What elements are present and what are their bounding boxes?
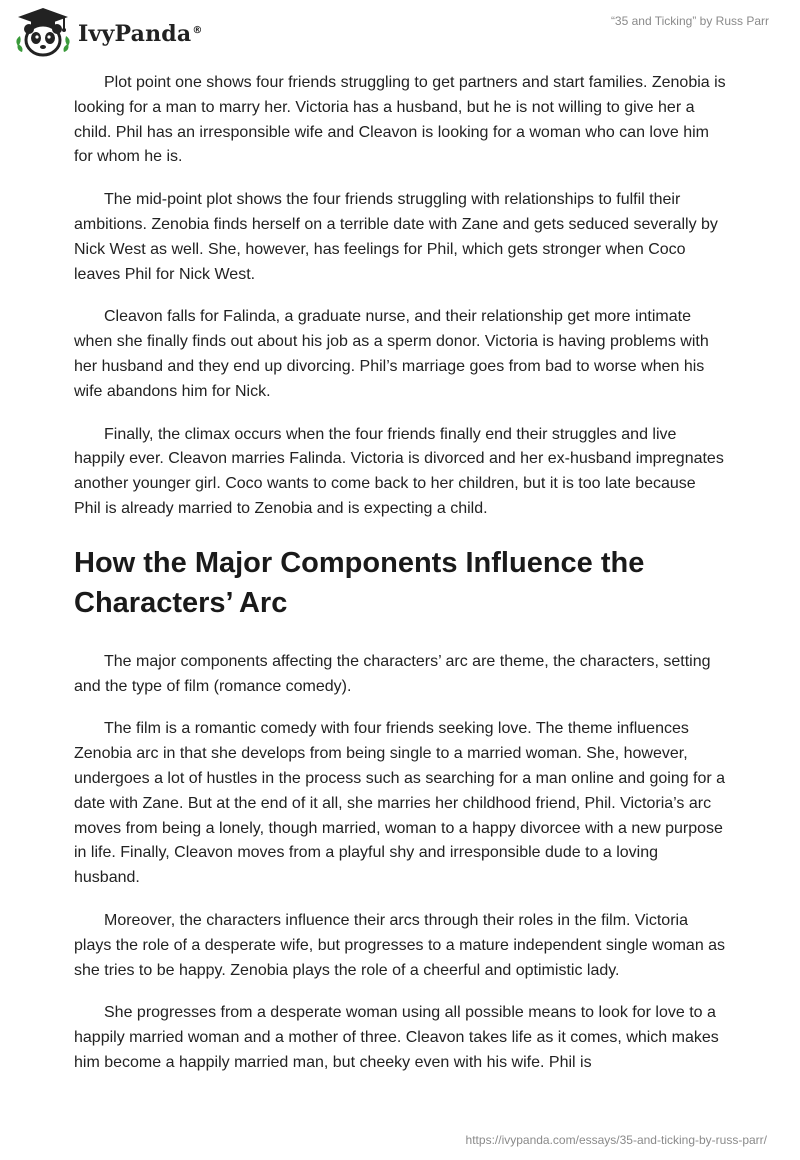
document-title: “35 and Ticking” by Russ Parr [610,14,769,28]
paragraph: The major components affecting the characters’ arc are theme, the characters, setting and the type of film (romance comedy). [74,652,711,695]
section-heading: How the Major Components Influence the Characters’ Arc [74,546,645,619]
registered-mark: ® [192,24,203,36]
paragraph: Cleavon falls for Falinda, a graduate nurse, and their relationship get more intimate when she finally finds out about his job as a sperm donor. Victoria is having problems with her husband and they end up divorcing. Phil’s marriage goes from bad to worse when his wife abandons him for Nick. [74,308,709,400]
paragraph: The film is a romantic comedy with four friends seeking love. The theme influences Zenobia arc in that she develops from being single to a married woman. She, however, undergoes a lot of hustles in the process such as searching for a man online and going for a date with Zane. But at the end of it all, she marries her childhood friend, Phil. Victoria’s arc moves from being a lonely, though married, woman to a happy divorcee with a new purpose in life. Finally, Cleavon moves from a playful shy and irresponsible dude to a loving husband. [74,720,726,887]
paragraph: Plot point one shows four friends struggling to get partners and start families. Zenobia is looking for a man to marry her. Victoria has a husband, but he is not willing to give her a child. Phil has an irresponsible wife and Cleavon is looking for a woman who can love him for whom he is. [74,74,726,166]
paragraph: The mid-point plot shows the four friends struggling with relationships to fulfil their ambitions. Zenobia finds herself on a terrible date with Zane and gets seduced severally by Nick West as well. She, however, has feelings for Phil, which gets stronger when Coco leaves Phil for Nick West. [74,191,718,283]
logo-text: IvyPanda® [78,21,203,47]
paragraph: Moreover, the characters influence their arcs through their roles in the film. Victoria plays the role of a desperate wife, but progresses to a mature independent single woman as she tries to be happy. Zenobia plays the role of a cheerful and optimistic lady. [74,911,726,979]
ivypanda-logo[interactable] [14,6,203,58]
source-url[interactable]: https://ivypanda.com/essays/35-and-ticking-by-russ-parr/ [465,1133,767,1147]
paragraph: Finally, the climax occurs when the four friends finally end their struggles and live happily ever. Cleavon marries Falinda. Victoria is divorced and her ex-husband impregnates another younger girl. Coco wants to come back to her children, but it is too late because Phil is already married to Zenobia and is expecting a child. [74,425,724,517]
page-header [0,0,800,64]
article-body [74,71,726,1094]
panda-graduate-icon [14,6,72,58]
paragraph: She progresses from a desperate woman using all possible means to look for love to a happily married woman and a mother of three. Cleavon takes life as it comes, which makes him become a happily married man, but cheeky even with his wife. Phil is [74,1004,719,1071]
